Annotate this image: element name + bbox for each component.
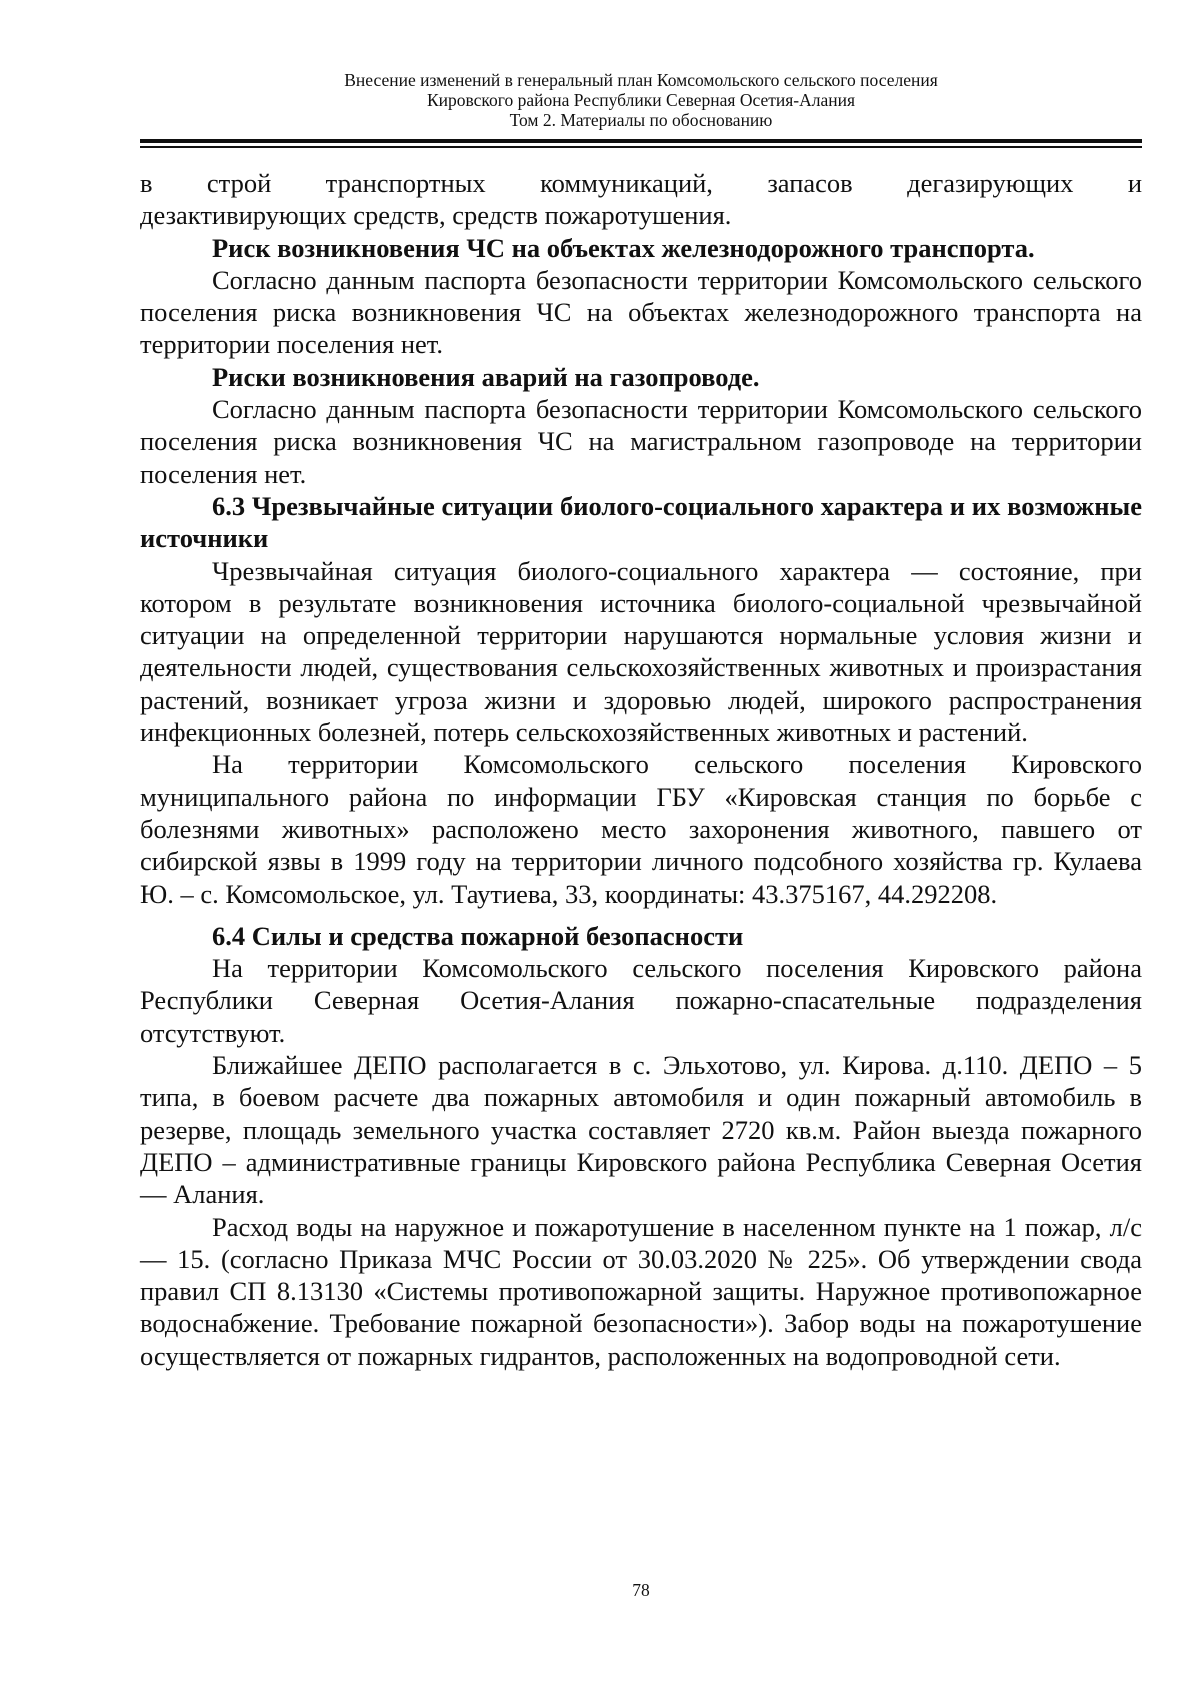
heading-rail-risk: Риск возникновения ЧС на объектах железнодорожного транспорта.: [212, 232, 1035, 263]
heading-gas-risk: Риски возникновения аварий на газопроводе.: [212, 361, 760, 392]
document-body: [140, 167, 1142, 1372]
page-number: 78: [632, 1580, 650, 1600]
header-rule-thin: [140, 146, 1142, 148]
paragraph-anthrax-burial: На территории Комсомольского сельского поселения Кировского муниципального района по информации ГБУ «Кировская станция по борьбе с болезнями животных» расположено место захоронения животного, павшего от сибирской язвы в 1999 году на территории личного подсобного хозяйства гр. Кулаева Ю. – с. Комсомольское, ул. Таутиева, 33, координаты: 43.375167, 44.292208.: [140, 749, 1142, 909]
paragraph-continued-line-1: в строй транспортных коммуникаций, запасов дегазирующих и: [140, 168, 1142, 198]
header-line-1: Внесение изменений в генеральный план Комсомольского сельского поселения: [344, 70, 938, 90]
paragraph-nearest-depot: Ближайшее ДЕПО располагается в с. Эльхотово, ул. Кирова. д.110. ДЕПО – 5 типа, в боевом расчете два пожарных автомобиля и один пожарный автомобиль в резерве, площадь земельного участка составляет 2720 кв.м. Район выезда пожарного ДЕПО – административные границы Кировского района Республика Северная Осетия — Алания.: [140, 1050, 1142, 1210]
paragraph-fire-units: На территории Комсомольского сельского поселения Кировского района Республики Северная Осетия-Алания пожарно-спасательные подразделения отсутствуют.: [140, 953, 1142, 1048]
header-rule-thick: [140, 139, 1142, 143]
paragraph-rail-risk: Согласно данным паспорта безопасности территории Комсомольского сельского поселения риска возникновения ЧС на объектах железнодорожного транспорта на территории поселения нет.: [140, 264, 1142, 360]
paragraph-bio-social-definition: Чрезвычайная ситуация биолого-социального характера — состояние, при котором в результате возникновения источника биолого-социальной чрезвычайной ситуации на определенной территории нарушаются нормальные условия жизни и деятельности людей, существования сельскохозяйственных животных и произрастания растений, возникает угроза жизни и здоровью людей, широкого распространения инфекционных болезней, потерь сельскохозяйственных животных и растений.: [140, 555, 1142, 748]
header-line-3: Том 2. Материалы по обоснованию: [509, 110, 773, 130]
document-header: [140, 70, 1142, 130]
heading-section-6-4: 6.4 Силы и средства пожарной безопасности: [212, 920, 744, 951]
paragraph-continued-line-2: дезактивирующих средств, средств пожаротушения.: [140, 200, 732, 231]
paragraph-water-supply: Расход воды на наружное и пожаротушение в населенном пункте на 1 пожар, л/с — 15. (согласно Приказа МЧС России от 30.03.2020 № 225». Об утверждении свода правил СП 8.13130 «Системы противопожарной защиты. Наружное противопожарное водоснабжение. Требование пожарной безопасности»). Забор воды на пожаротушение осуществляется от пожарных гидрантов, расположенных на водопроводной сети.: [140, 1211, 1142, 1371]
heading-section-6-3: 6.3 Чрезвычайные ситуации биолого-социального характера и их возможные источники: [140, 490, 1142, 554]
header-line-2: Кировского района Республики Северная Осетия-Алания: [426, 90, 856, 110]
paragraph-gas-risk: Согласно данным паспорта безопасности территории Комсомольского сельского поселения риска возникновения ЧС на магистральном газопроводе на территории поселения нет.: [140, 394, 1142, 489]
